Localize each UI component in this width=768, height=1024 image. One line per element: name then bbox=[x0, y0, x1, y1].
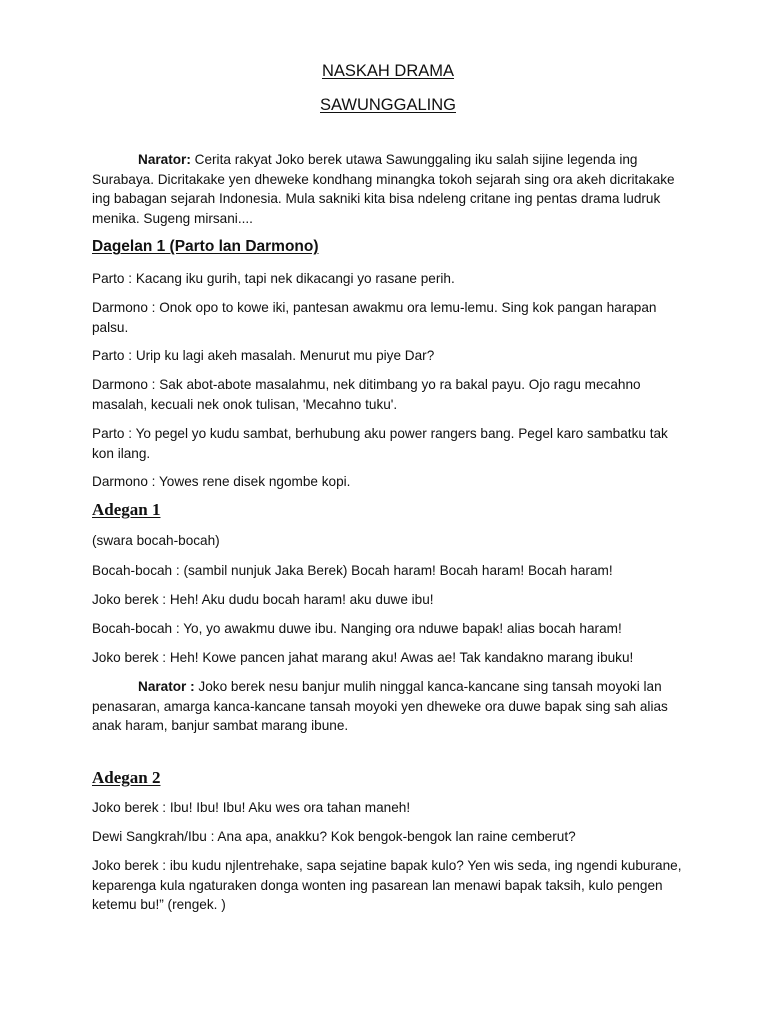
dialogue-line: Darmono : Onok opo to kowe iki, pantesan awakmu ora lemu-lemu. Sing kok pangan harapan palsu. bbox=[92, 300, 657, 335]
dialogue-line: Bocah-bocah : Yo, yo awakmu duwe ibu. Nanging ora nduwe bapak! alias bocah haram! bbox=[92, 621, 622, 636]
narrator-text: Joko berek nesu banjur mulih ninggal kanca-kancane sing tansah moyoki lan penasaran, amarga kanca-kancane tansah moyoki yen dheweke ora duwe bapak sing sah alias anak haram, banjur sambat marang ibune. bbox=[92, 679, 668, 733]
dialogue-line: Darmono : Yowes rene disek ngombe kopi. bbox=[92, 474, 351, 489]
section-heading-adegan-1: Adegan 1 bbox=[92, 500, 161, 519]
dialogue-line: Dewi Sangkrah/Ibu : Ana apa, anakku? Kok bengok-bengok lan raine cemberut? bbox=[92, 829, 576, 844]
dialogue-line: Joko berek : ibu kudu njlentrehake, sapa sejatine bapak kulo? Yen wis seda, ing ngendi kuburane, keparenga kula ngaturaken donga wonten ing pasarean lan menawi bapak taksih, kulo pengen ketemu bu!” (rengek. ) bbox=[92, 858, 682, 912]
dialogue-line: Joko berek : Heh! Kowe pancen jahat marang aku! Awas ae! Tak kandakno marang ibuku! bbox=[92, 650, 634, 665]
dialogue-line: Darmono : Sak abot-abote masalahmu, nek ditimbang yo ra bakal payu. Ojo ragu mecahno masalah, kecuali nek onok tulisan, 'Mecahno tuku'. bbox=[92, 377, 641, 412]
narrator-label: Narator : bbox=[138, 679, 195, 694]
dialogue-line: Joko berek : Ibu! Ibu! Ibu! Aku wes ora tahan maneh! bbox=[92, 800, 411, 815]
document-title: NASKAH DRAMA bbox=[321, 62, 455, 80]
dialogue-line: Bocah-bocah : (sambil nunjuk Jaka Berek) Bocah haram! Bocah haram! Bocah haram! bbox=[92, 563, 613, 578]
dialogue-line: Parto : Yo pegel yo kudu sambat, berhubung aku power rangers bang. Pegel karo sambatku tak kon ilang. bbox=[92, 426, 668, 461]
document-subtitle: SAWUNGGALING bbox=[320, 96, 456, 114]
narrator-intro-text: Cerita rakyat Joko berek utawa Sawunggaling iku salah sijine legenda ing Surabaya. Dicritakake yen dheweke kondhang minangka tokoh sejarah sing ora akeh dicritakake ing babagan sejarah Indonesia. Mula sakniki kita bisa ndeleng critane ing pentas drama ludruk menika. Sugeng mirsani.... bbox=[92, 152, 675, 226]
dialogue-line: Parto : Urip ku lagi akeh masalah. Menurut mu piye Dar? bbox=[92, 348, 435, 363]
section-heading-dagelan: Dagelan 1 (Parto lan Darmono) bbox=[92, 238, 319, 255]
narrator-label: Narator: bbox=[138, 152, 191, 167]
stage-direction: (swara bocah-bocah) bbox=[92, 533, 220, 548]
dialogue-line: Joko berek : Heh! Aku dudu bocah haram! aku duwe ibu! bbox=[92, 592, 434, 607]
narrator-intro bbox=[92, 150, 684, 228]
section-heading-adegan-2: Adegan 2 bbox=[92, 768, 161, 787]
dialogue-line: Parto : Kacang iku gurih, tapi nek dikacangi yo rasane perih. bbox=[92, 271, 455, 286]
narrator-paragraph bbox=[92, 677, 684, 736]
